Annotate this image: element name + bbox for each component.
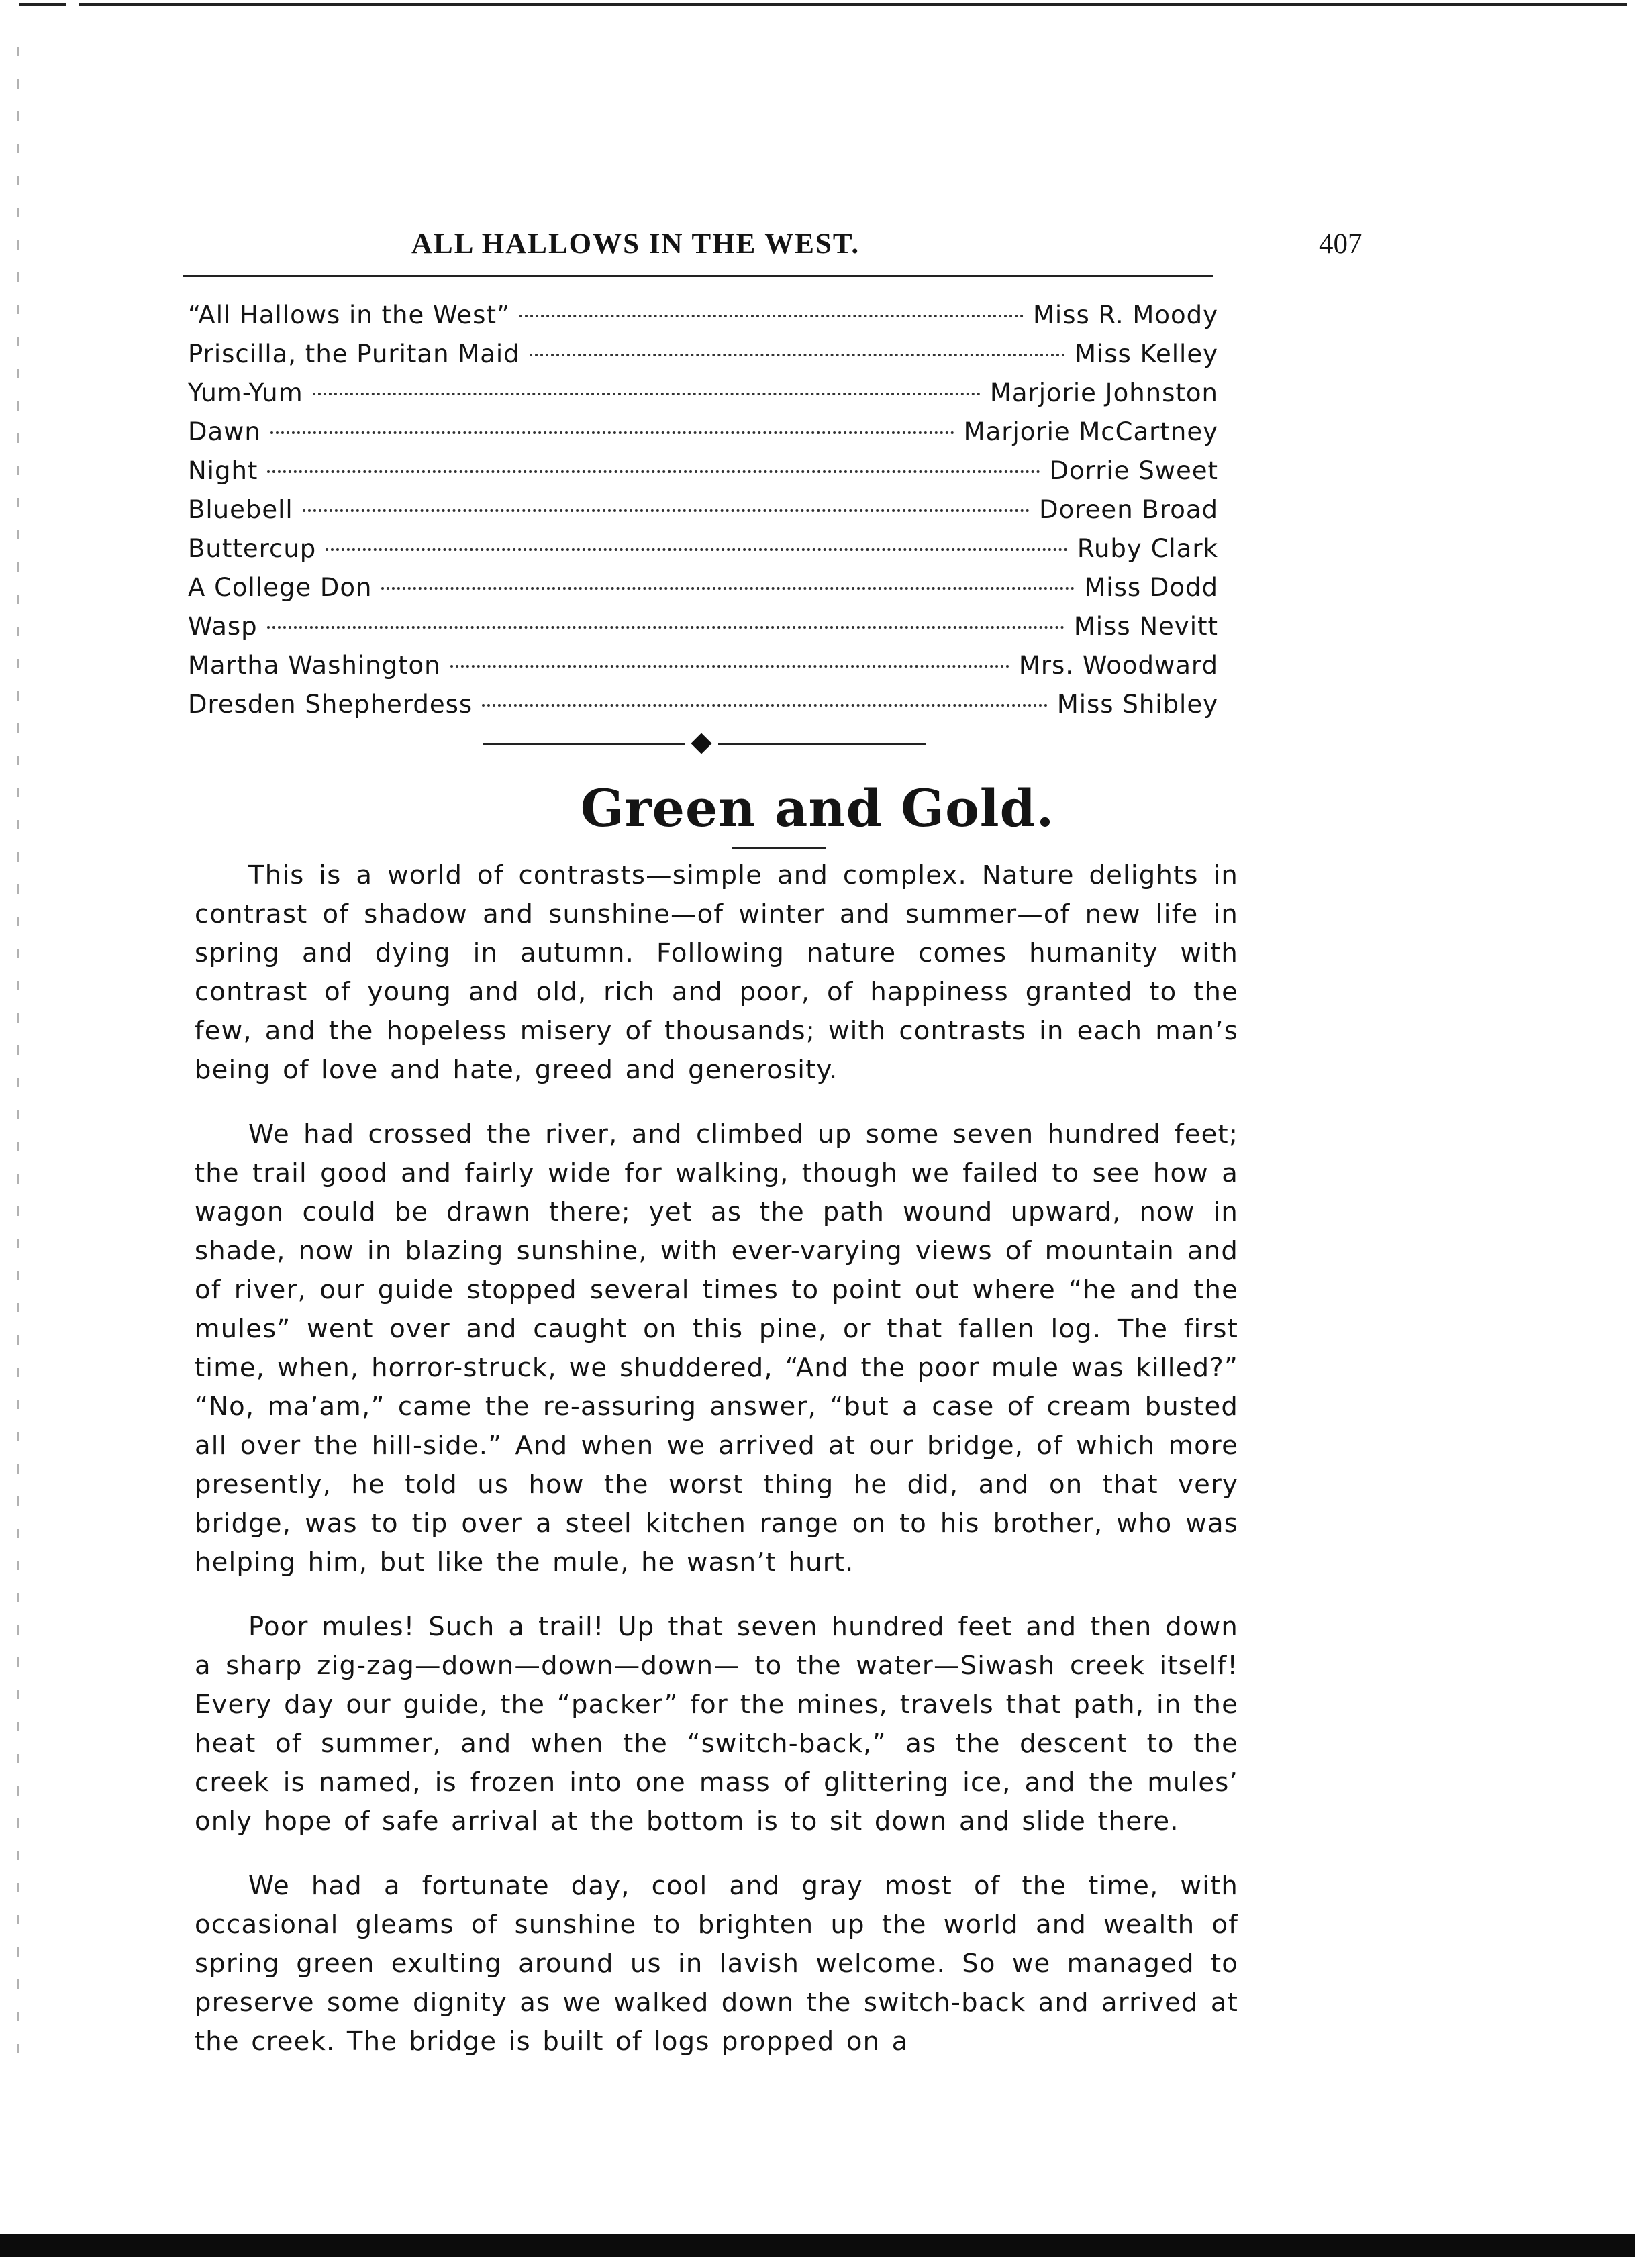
paragraph: This is a world of contrasts—simple and complex. Nature delights in contrast of shadow and sunshine—of winter and summer—of new life in spring and dying in autumn. Following nature comes humanity with contrast of young and old, rich and poor, of happiness granted to the few, and the hopeless misery of thousands; with contrasts in each man’s being of love and hate, greed and generosity. — [195, 860, 1238, 1085]
cast-row — [188, 534, 1218, 573]
page-number: 407 — [1319, 228, 1362, 260]
dot-leader — [270, 431, 954, 434]
top-edge-rule-left — [19, 3, 66, 6]
cast-actor: Miss Kelley — [1075, 340, 1218, 368]
dot-leader — [267, 626, 1064, 629]
header-rule — [183, 275, 1213, 277]
cast-actor: Marjorie Johnston — [989, 378, 1218, 407]
paragraph: Poor mules! Such a trail! Up that seven hundred feet and then down a sharp zig-zag—down—down—down— to the water—Siwash creek itself! Every day our guide, the “packer” for the mines, travels that path, in the heat of summer, and when the “switch-back,” as the descent to the creek is named, is frozen into one mass of glittering ice, and the mules’ only hope of safe arrival at the bottom is to sit down and slide there. — [195, 1612, 1238, 1837]
running-head-title: ALL HALLOWS IN THE WEST. — [411, 228, 860, 260]
cast-role: Priscilla, the Puritan Maid — [188, 340, 520, 368]
paragraph: We had a fortunate day, cool and gray most of the time, with occasional gleams of sunshine to brighten up the world and wealth of spring green exulting around us in lavish welcome. So we managed to preserve some dignity as we walked down the switch-back and arrived at the creek. The bridge is built of logs propped on a — [195, 1871, 1238, 2057]
cast-actor: Miss Shibley — [1056, 690, 1218, 719]
paragraph: We had crossed the river, and climbed up some seven hundred feet; the trail good and fairly wide for walking, though we failed to see how a wagon could be drawn there; yet as the path wound upward, now in shade, now in blazing sunshine, with ever-varying views of mountain and of river, our guide stopped several times to point out where “he and the mules” went over and caught on this pine, or that fallen log. The first time, when, horror-struck, we shuddered, “And the poor mule was killed?” “No, ma’am,” came the re-assuring answer, “but a case of cream busted all over the hill-side.” And when we arrived at our bridge, of which more presently, he told us how the worst thing he did, and on that very bridge, was to tip over a steel kitchen range on to his brother, who was helping him, but like the mule, he wasn’t hurt. — [195, 1119, 1238, 1578]
cast-actor: Dorrie Sweet — [1049, 456, 1218, 485]
cast-row — [188, 417, 1218, 456]
dot-leader — [450, 665, 1009, 668]
cast-actor: Miss Nevitt — [1073, 612, 1218, 641]
cast-role: Yum-Yum — [188, 378, 303, 407]
cast-role: Martha Washington — [188, 651, 441, 680]
dot-leader — [530, 354, 1065, 356]
cast-role: Dresden Shepherdess — [188, 690, 473, 719]
dot-leader — [519, 315, 1024, 317]
dot-leader — [482, 704, 1048, 707]
cast-role: Wasp — [188, 612, 258, 641]
cast-row — [188, 456, 1218, 495]
cast-row — [188, 495, 1218, 534]
cast-actor: Marjorie McCartney — [963, 417, 1218, 446]
divider-line-right — [718, 743, 926, 745]
cast-role: Buttercup — [188, 534, 317, 563]
cast-row — [188, 378, 1218, 417]
binding-margin-marks — [17, 47, 19, 2060]
dot-leader — [381, 587, 1075, 590]
cast-role: Night — [188, 456, 258, 485]
cast-list — [188, 301, 1218, 729]
running-head — [185, 227, 1362, 268]
cast-role: Dawn — [188, 417, 261, 446]
cast-role: Bluebell — [188, 495, 293, 524]
cast-row — [188, 612, 1218, 651]
cast-row — [188, 651, 1218, 690]
cast-actor: Mrs. Woodward — [1018, 651, 1218, 680]
dot-leader — [267, 470, 1040, 473]
cast-row — [188, 690, 1218, 729]
cast-row — [188, 573, 1218, 612]
cast-role: “All Hallows in the West” — [188, 301, 511, 329]
cast-row — [188, 301, 1218, 340]
cast-role: A College Don — [188, 573, 373, 602]
divider-line-left — [483, 743, 685, 745]
dot-leader — [313, 393, 981, 395]
cast-actor: Ruby Clark — [1077, 534, 1218, 563]
article-title: Green and Gold. — [580, 778, 1055, 838]
cast-row — [188, 340, 1218, 378]
top-edge-rule — [79, 3, 1627, 6]
article-body — [195, 856, 1238, 2087]
title-underline — [732, 847, 826, 849]
dot-leader — [326, 548, 1068, 551]
cast-actor: Miss Dodd — [1084, 573, 1218, 602]
dot-leader — [303, 509, 1030, 512]
cast-actor: Doreen Broad — [1039, 495, 1218, 524]
scan-bottom-edge — [0, 2234, 1635, 2257]
diamond-icon — [691, 733, 711, 754]
section-divider-ornament — [483, 736, 926, 751]
cast-actor: Miss R. Moody — [1032, 301, 1218, 329]
